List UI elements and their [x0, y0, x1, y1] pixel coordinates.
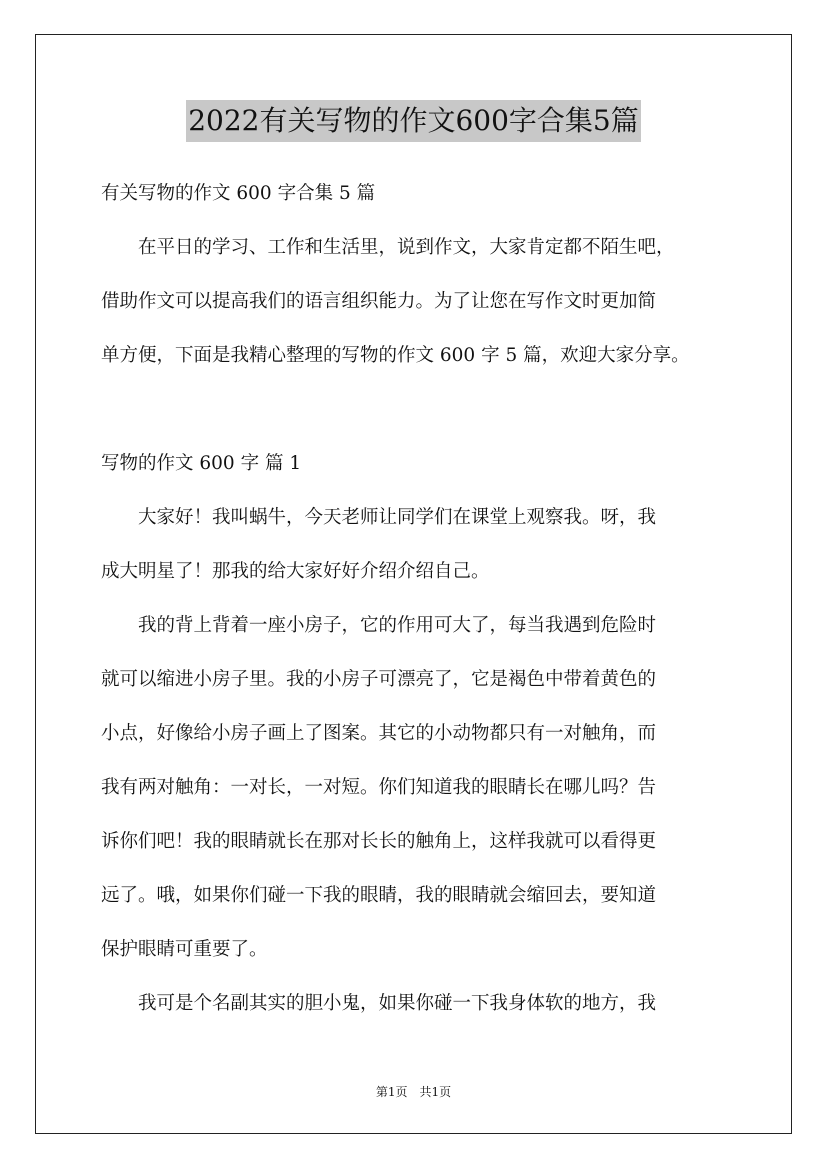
- para2-line-6: 远了。哦，如果你们碰一下我的眼睛，我的眼睛就会缩回去，要知道: [101, 885, 657, 906]
- title-container: [0, 100, 827, 142]
- para3-line-1: 我可是个名副其实的胆小鬼，如果你碰一下我身体软的地方，我: [101, 993, 657, 1014]
- para1-line-1: 大家好！我叫蜗牛，今天老师让同学们在课堂上观察我。呀，我: [101, 507, 657, 528]
- section-heading: 写物的作文 600 字 篇 1: [101, 453, 302, 474]
- para2-line-1: 我的背上背着一座小房子，它的作用可大了，每当我遇到危险时: [101, 615, 657, 636]
- para2-line-3: 小点，好像给小房子画上了图案。其它的小动物都只有一对触角，而: [101, 723, 657, 744]
- intro-line-3: 单方便，下面是我精心整理的写物的作文 600 字 5 篇，欢迎大家分享。: [101, 345, 690, 366]
- document-subtitle: 有关写物的作文 600 字合集 5 篇: [101, 183, 376, 204]
- para2-line-4: 我有两对触角：一对长，一对短。你们知道我的眼睛长在哪儿吗？告: [101, 777, 657, 798]
- para2-line-7: 保护眼睛可重要了。: [101, 939, 268, 960]
- page-footer: 第1页 共1页: [375, 1085, 452, 1099]
- intro-line-1: 在平日的学习、工作和生活里，说到作文，大家肯定都不陌生吧，: [101, 237, 675, 258]
- intro-line-2: 借助作文可以提高我们的语言组织能力。为了让您在写作文时更加简: [101, 291, 657, 312]
- para1-line-2: 成大明星了！那我的给大家好好介绍介绍自己。: [101, 561, 490, 582]
- para2-line-2: 就可以缩进小房子里。我的小房子可漂亮了，它是褐色中带着黄色的: [101, 669, 657, 690]
- para2-line-5: 诉你们吧！我的眼睛就长在那对长长的触角上，这样我就可以看得更: [101, 831, 657, 852]
- document-title: 2022有关写物的作文600字合集5篇: [186, 100, 641, 142]
